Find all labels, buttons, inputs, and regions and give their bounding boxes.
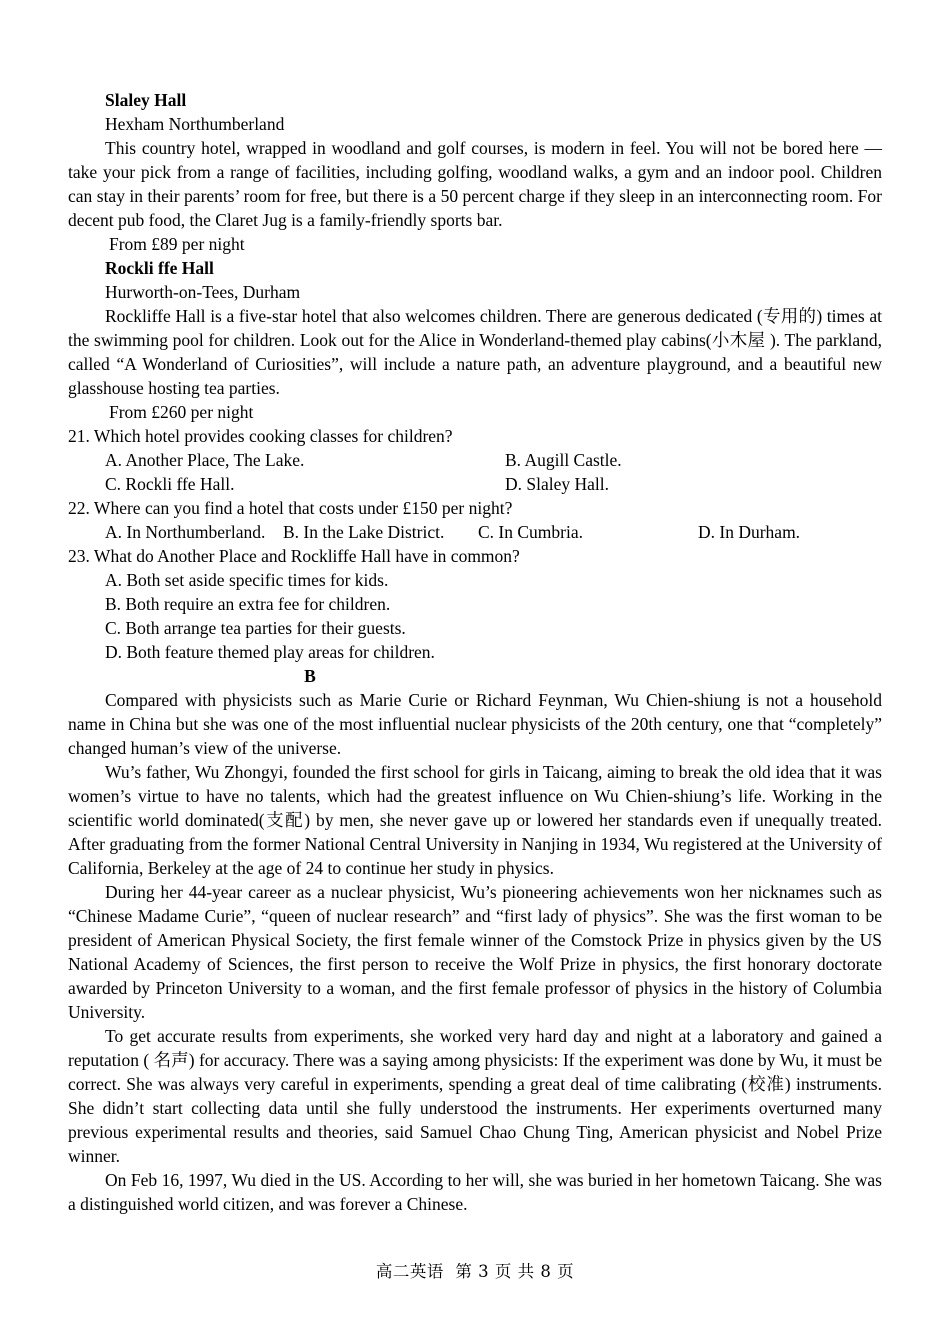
passage-b-paragraph-1: Compared with physicists such as Marie Curie or Richard Feynman, Wu Chien-shiung is not a household name in China but she was one of the most influential nuclear physicists of the 20th century, one that “completely” changed human’s view of the universe.	[68, 690, 882, 758]
passage-b-paragraph-5: On Feb 16, 1997, Wu died in the US. According to her will, she was buried in her hometown Taicang. She was a distinguished world citizen, and was forever a Chinese.	[68, 1170, 882, 1214]
question-22-option-b[interactable]: B. In the Lake District.	[283, 522, 445, 542]
hotel-name-slaley-hall: Slaley Hall	[105, 90, 187, 110]
page-content	[68, 88, 882, 1216]
question-21-option-a[interactable]: A. Another Place, The Lake.	[105, 450, 305, 470]
question-22-option-c[interactable]: C. In Cumbria.	[478, 522, 583, 542]
question-22-stem: 22. Where can you find a hotel that costs under £150 per night?	[68, 498, 513, 518]
question-23-option-d[interactable]: D. Both feature themed play areas for children.	[105, 642, 435, 662]
hotel-name-rockliffe-hall: Rockli ffe Hall	[105, 258, 214, 278]
question-22-option-a[interactable]: A. In Northumberland.	[105, 522, 266, 542]
hotel-location-rockliffe-hall: Hurworth-on-Tees, Durham	[105, 282, 301, 302]
hotel-description-slaley-hall: This country hotel, wrapped in woodland and golf courses, is modern in feel. You will not be bored here — take your pick from a range of facilities, including golfing, woodland walks, a gym and an indoor pool. Children can stay in their parents’ room for free, but there is a 50 percent charge if they sleep in an interconnecting room. For decent pub food, the Claret Jug is a family-friendly sports bar.	[68, 138, 882, 230]
question-21-options-row-1	[68, 448, 882, 472]
section-letter-b: B	[304, 666, 316, 686]
question-21-option-c[interactable]: C. Rockli ffe Hall.	[105, 474, 235, 494]
question-23-option-c[interactable]: C. Both arrange tea parties for their guests.	[105, 618, 406, 638]
question-22-option-d[interactable]: D. In Durham.	[698, 522, 801, 542]
question-21-option-d[interactable]: D. Slaley Hall.	[505, 474, 610, 494]
question-21-stem: 21. Which hotel provides cooking classes for children?	[68, 426, 453, 446]
question-23-option-b[interactable]: B. Both require an extra fee for children.	[105, 594, 391, 614]
question-21-options-row-2	[68, 472, 882, 496]
hotel-price-slaley-hall: From £89 per night	[109, 234, 245, 254]
question-21-option-b[interactable]: B. Augill Castle.	[505, 450, 622, 470]
hotel-price-rockliffe-hall: From £260 per night	[109, 402, 254, 422]
question-23-option-a[interactable]: A. Both set aside specific times for kids.	[105, 570, 389, 590]
question-23-stem: 23. What do Another Place and Rockliffe Hall have in common?	[68, 546, 520, 566]
page-footer: 高二英语 第 3 页 共 8 页	[375, 1262, 575, 1281]
passage-b-paragraph-2: Wu’s father, Wu Zhongyi, founded the first school for girls in Taicang, aiming to break the old idea that it was women’s virtue to have no talents, which had the greatest influence on Wu Chien-shiung’s life. Working in the scientific world dominated(支配) by men, she never gave up or lowered her standards even if unequally treated. After graduating from the former National Central University in Nanjing in 1934, Wu registered at the University of California, Berkeley at the age of 24 to continue her study in physics.	[68, 762, 882, 878]
passage-b-paragraph-4: To get accurate results from experiments, she worked very hard day and night at a laboratory and gained a reputation ( 名声) for accuracy. There was a saying among physicists: If the experiment was done by Wu, it must be correct. She was always very careful in experiments, spending a great deal of time calibrating (校准) instruments. She didn’t start collecting data until she fully understood the instruments. Her experiments overturned many previous experimental results and theories, said Samuel Chao Chung Ting, American physicist and Nobel Prize winner.	[68, 1026, 882, 1166]
hotel-description-rockliffe-hall: Rockliffe Hall is a five-star hotel that also welcomes children. There are generous dedicated (专用的) times at the swimming pool for children. Look out for the Alice in Wonderland-themed play cabins(小木屋 ). The parkland, called “A Wonderland of Curiosities”, will include a nature path, an adventure playground, and a beautiful new glasshouse hosting tea parties.	[68, 306, 882, 398]
question-22-options	[68, 520, 882, 544]
hotel-location-slaley-hall: Hexham Northumberland	[105, 114, 285, 134]
passage-b-paragraph-3: During her 44-year career as a nuclear physicist, Wu’s pioneering achievements won her nicknames such as “Chinese Madame Curie”, “queen of nuclear research” and “first lady of physics”. She was the first woman to be president of American Physical Society, the first female winner of the Comstock Prize in physics given by the US National Academy of Sciences, the first person to receive the Wolf Prize in physics, the first honorary doctorate awarded by Princeton University to a woman, and the first female professor of physics in the history of Columbia University.	[68, 882, 882, 1022]
